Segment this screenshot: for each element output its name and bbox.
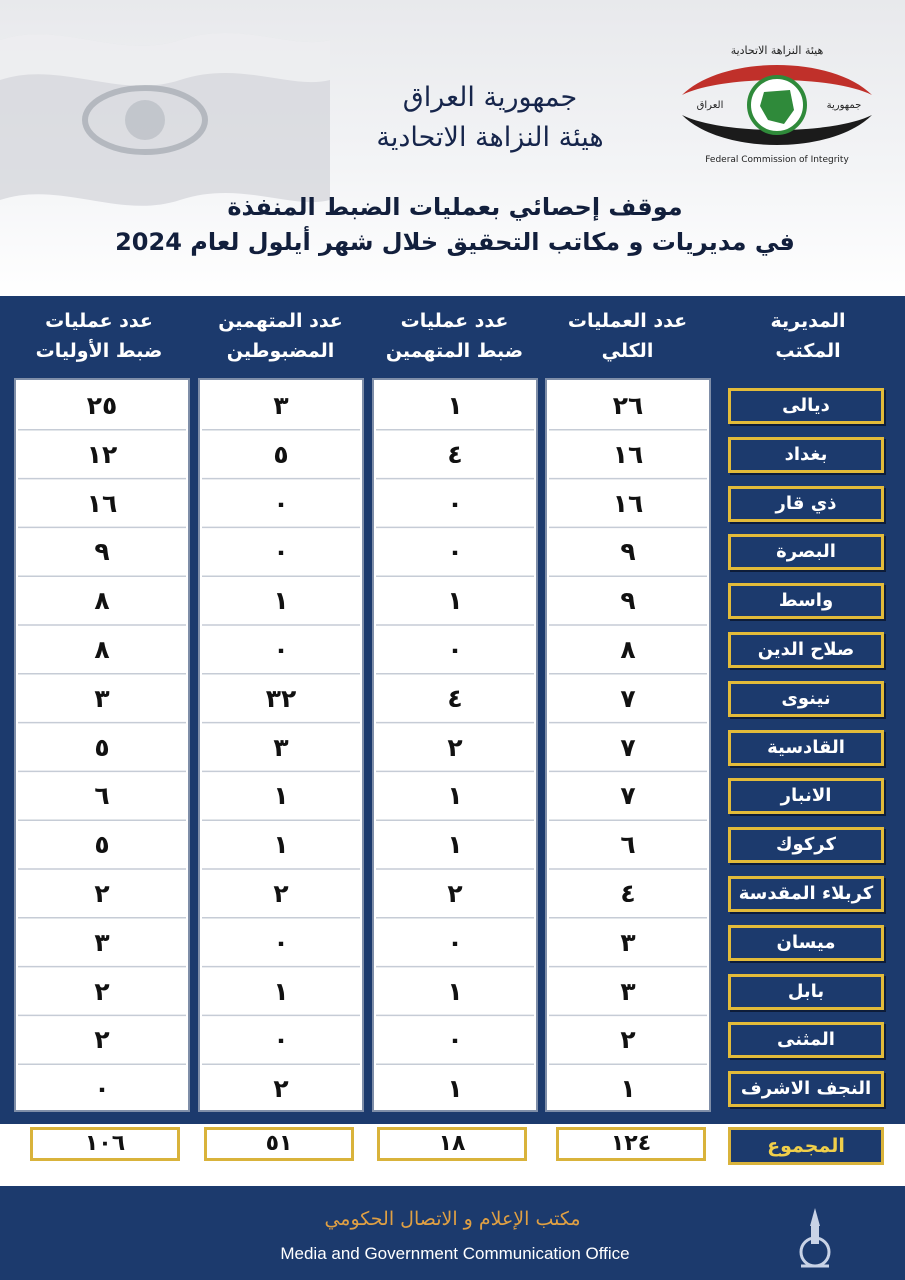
primary-ops-cell: ٠ (94, 1074, 110, 1104)
republic-name: جمهورية العراق (402, 82, 578, 113)
total-ops-cell: ٧ (620, 683, 636, 713)
accused-count-cell: ٣ (273, 732, 289, 762)
accused-count-cell: ٢ (273, 1074, 289, 1104)
total-ops-cell: ٨ (620, 635, 636, 664)
primary-ops-cell: ٥ (94, 830, 110, 860)
directorate-label: ذي قار (728, 486, 884, 522)
column-header-directorate: المديرية المكتب (770, 310, 846, 362)
accused-count-cell: ٠ (273, 537, 289, 567)
total-ops-cell: ٣ (620, 927, 636, 957)
directorate-label: واسط (728, 583, 884, 619)
accused-ops-cell: ١ (447, 1074, 463, 1104)
accused-count-sum: ٥١ (204, 1127, 354, 1161)
primary-ops-cell: ٩ (94, 537, 110, 567)
column-header-primary-ops: عدد عمليات ضبط الأوليات (35, 310, 163, 362)
directorate-label: ديالى (728, 388, 884, 424)
directorate-label: كركوك (728, 827, 884, 863)
primary-ops-cell: ٨ (94, 635, 110, 664)
total-ops-cell: ٩ (620, 586, 636, 616)
accused-count-cell: ١ (273, 781, 289, 811)
primary-ops-cell: ٣ (94, 683, 110, 713)
footer-office-arabic: مكتب الإعلام و الاتصال الحكومي (324, 1208, 581, 1230)
commission-name: هيئة النزاهة الاتحادية (376, 122, 604, 153)
accused-count-cell: ٠ (273, 927, 289, 957)
accused-ops-cell: ٠ (447, 635, 463, 664)
primary-ops-cell: ٢ (94, 1025, 110, 1055)
page-title: موقف إحصائي بعمليات الضبط المنفذة (227, 193, 683, 221)
accused-ops-cell: ٢ (447, 879, 463, 908)
accused-count-cell: ١ (273, 830, 289, 860)
total-ops-cell: ٢٦ (612, 391, 644, 420)
logo-text-right: جمهورية (826, 100, 862, 111)
accused-ops-cell: ١ (447, 781, 463, 811)
footer-office-english: Media and Government Communication Office (280, 1244, 630, 1263)
logo-text-left: العراق (696, 100, 724, 111)
primary-ops-cell: ٣ (94, 927, 110, 957)
primary-ops-cell: ١٦ (86, 488, 118, 518)
totals-label: المجموع (728, 1127, 884, 1165)
directorate-label: بابل (728, 974, 884, 1010)
accused-ops-cell: ٠ (447, 537, 463, 567)
accused-count-cell: ٣٢ (265, 683, 297, 713)
total-ops-cell: ٧ (620, 732, 636, 762)
primary-ops-cell: ٢ (94, 976, 110, 1006)
total-ops-cell: ٣ (620, 976, 636, 1006)
total-ops-cell: ٩ (620, 537, 636, 567)
column-header-accused-ops: عدد عمليات ضبط المتهمين (385, 310, 524, 362)
total-ops-cell: ٧ (620, 781, 636, 811)
primary-ops-cell: ٢٥ (86, 391, 118, 420)
total-ops-cell: ١ (620, 1074, 636, 1104)
primary-ops-cell: ٥ (94, 732, 110, 762)
logo-text-top: هيئة النزاهة الاتحادية (730, 44, 824, 57)
accused-ops-cell: ١ (447, 830, 463, 860)
accused-count-cell: ١ (273, 586, 289, 616)
primary-ops-sum: ١٠٦ (30, 1127, 180, 1161)
accused-ops-cell: ٤ (447, 683, 463, 713)
header (0, 0, 905, 300)
office-emblem-icon (790, 1206, 840, 1272)
accused-count-cell: ٢ (273, 879, 289, 908)
accused-count-cell: ١ (273, 976, 289, 1006)
primary-ops-cell: ٢ (94, 879, 110, 908)
directorate-label: الانبار (728, 778, 884, 814)
accused-ops-cell: ١ (447, 976, 463, 1006)
accused-count-cell: ٠ (273, 1025, 289, 1055)
directorate-label: القادسية (728, 730, 884, 766)
accused-count-cell: ٠ (273, 488, 289, 518)
total-ops-cell: ٤ (620, 879, 636, 908)
directorate-label: المثنى (728, 1022, 884, 1058)
column-header-accused-count: عدد المتهمين المضبوطين (218, 310, 343, 362)
accused-count-cell: ٠ (273, 635, 289, 664)
directorate-label: النجف الاشرف (728, 1071, 884, 1107)
directorate-label: البصرة (728, 534, 884, 570)
accused-ops-cell: ١ (447, 391, 463, 420)
directorate-label: نينوى (728, 681, 884, 717)
accused-ops-cell: ٢ (447, 732, 463, 762)
total-ops-sum: ١٢٤ (556, 1127, 706, 1161)
accused-ops-cell: ٠ (447, 1025, 463, 1055)
total-ops-cell: ٢ (620, 1025, 636, 1055)
accused-ops-cell: ١ (447, 586, 463, 616)
accused-count-cell: ٣ (273, 391, 289, 420)
accused-ops-cell: ٠ (447, 488, 463, 518)
logo-text-en: Federal Commission of Integrity (705, 155, 849, 165)
accused-ops-cell: ٠ (447, 927, 463, 957)
footer (0, 1186, 905, 1280)
total-ops-cell: ١٦ (612, 488, 644, 518)
column-header-total-ops: عدد العمليات الكلي (567, 310, 688, 362)
primary-ops-cell: ١٢ (86, 439, 118, 469)
accused-count-cell: ٥ (273, 439, 289, 469)
primary-ops-cell: ٦ (94, 781, 110, 811)
primary-ops-cell: ٨ (94, 586, 110, 616)
waving-flag-watermark (0, 20, 330, 220)
accused-ops-cell: ٤ (447, 439, 463, 469)
total-ops-cell: ١٦ (612, 439, 644, 469)
directorate-label: بغداد (728, 437, 884, 473)
directorate-label: صلاح الدين (728, 632, 884, 668)
directorate-label: ميسان (728, 925, 884, 961)
accused-ops-sum: ١٨ (377, 1127, 527, 1161)
total-ops-cell: ٦ (620, 830, 636, 860)
directorate-label: كربلاء المقدسة (728, 876, 884, 912)
page-subtitle: في مديريات و مكاتب التحقيق خلال شهر أيلول لعام 2024 (115, 228, 795, 256)
